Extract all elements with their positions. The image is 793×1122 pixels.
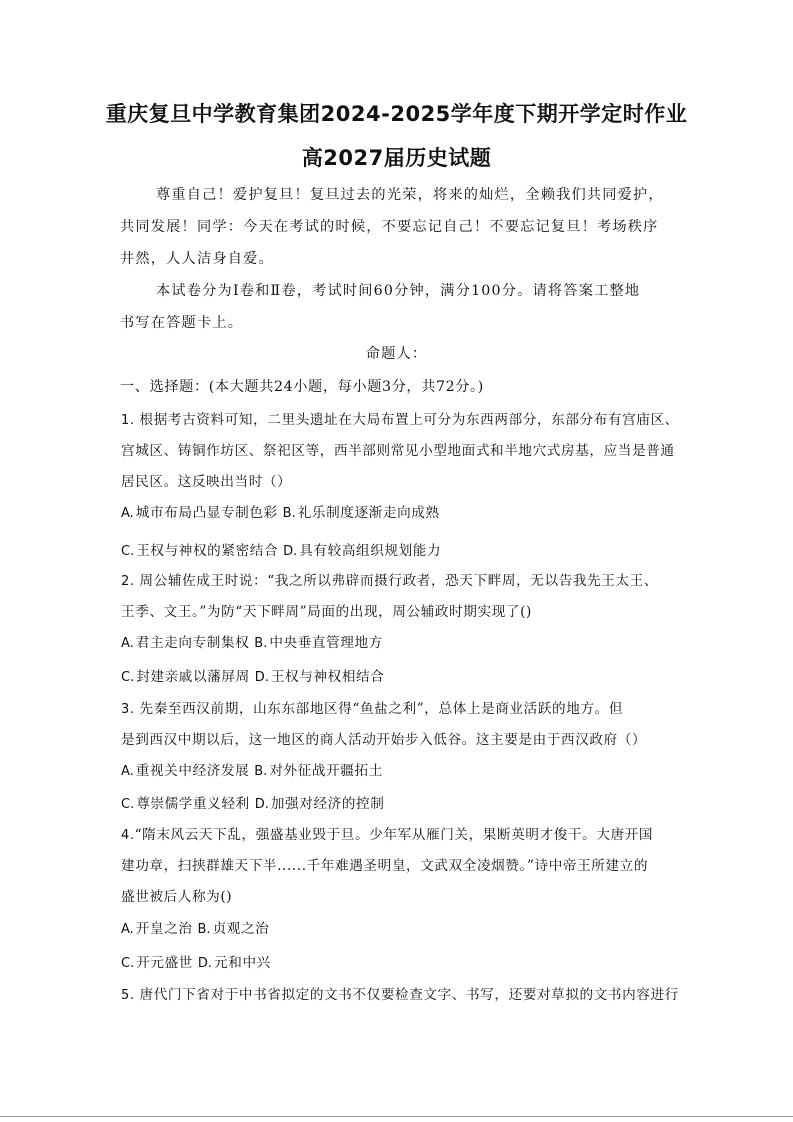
- intro-paragraph-line: 尊重自己！爱护复旦！复旦过去的光荣，将来的灿烂，全赖我们共同爱护，: [156, 187, 664, 203]
- option-row: [121, 501, 440, 521]
- option-text: 加强对经济的控制: [270, 796, 385, 812]
- intro-paragraph-line: 井然，人人洁身自爱。: [120, 251, 274, 267]
- question-number: 4.: [121, 828, 135, 843]
- question-number: 5.: [121, 988, 135, 1003]
- question-text: 唐代门下省对于中书省拟定的文书不仅要检查文字、书写，还要对草拟的文书内容进行: [139, 987, 679, 1003]
- option-row: [121, 792, 384, 812]
- page-bottom-rule: [0, 1116, 793, 1117]
- option-label: A.: [121, 636, 134, 651]
- option-text: 王权与神权相结合: [270, 669, 385, 685]
- question-number: 2.: [121, 574, 135, 589]
- option-label: A.: [121, 506, 134, 521]
- option-text: 礼乐制度逐渐走向成熟: [297, 505, 440, 521]
- instructions-line: 书写在答题卡上。: [120, 315, 244, 331]
- option-text: 具有较高组织规划能力: [299, 543, 442, 559]
- exam-title: 重庆复旦中学教育集团2024-2025学年度下期开学定时作业: [105, 102, 688, 126]
- question-line: [121, 823, 653, 843]
- question-text: 居民区。这反映出当时（）: [121, 474, 292, 490]
- option-row: [121, 631, 383, 651]
- option-row: [121, 665, 384, 685]
- question-number: 3.: [121, 702, 135, 717]
- option-label: A.: [121, 764, 134, 779]
- option-label: C.: [121, 544, 135, 559]
- question-line: [121, 569, 658, 589]
- instructions-line: 本试卷分为Ⅰ卷和Ⅱ卷，考试时间60分钟，满分100分。请将答案工整地: [156, 283, 641, 299]
- option-text: 王权与神权的紧密结合: [136, 543, 279, 559]
- option-label: B.: [282, 506, 296, 521]
- question-text: 盛世被后人称为(): [121, 889, 233, 905]
- question-line: [121, 408, 679, 428]
- option-row: [121, 759, 383, 779]
- option-label: D.: [283, 544, 298, 559]
- author-label: 命题人：: [365, 346, 428, 362]
- question-text: 根据考古资料可知，二里头遗址在大局布置上可分为东西两部分，东部分布有宫庙区、: [139, 412, 679, 428]
- option-text: 封建亲戚以藩屏周: [136, 669, 250, 685]
- question-line: [121, 697, 623, 717]
- option-row: [121, 951, 271, 971]
- question-text: 周公辅佐成王时说：“我之所以弗辟而摄行政者，恐天下畔周，无以告我先王太王、: [139, 573, 659, 589]
- question-number: 1.: [121, 413, 135, 428]
- option-text: 元和中兴: [214, 955, 271, 971]
- option-label: D.: [197, 956, 213, 971]
- question-text: 是到西汉中期以后，这一地区的商人活动开始步入低谷。这主要是由于西汉政府（）: [121, 732, 647, 748]
- option-label: B.: [254, 764, 268, 779]
- question-text: 建功章，扫挟群雄天下半......千年难遇圣明皇，文武双全凌烟赞。”诗中帝王所建立的: [121, 858, 649, 874]
- option-text: 开元盛世: [136, 955, 193, 971]
- option-label: A.: [121, 922, 134, 937]
- option-text: 城市布局凸显专制色彩: [135, 505, 278, 521]
- option-text: 君主走向专制集权: [135, 635, 250, 651]
- exam-subtitle: 高2027届历史试题: [301, 146, 492, 170]
- option-row: [121, 539, 441, 559]
- question-text: 王季、文王。”为防“天下畔周”局面的出现，周公辅政时期实现了(): [121, 604, 532, 620]
- option-text: 开皇之治: [135, 921, 193, 937]
- intro-paragraph-line: 共同发展！同学：今天在考试的时候，不要忘记自己！不要忘记复旦！考场秩序: [120, 219, 659, 235]
- option-label: D.: [254, 797, 269, 812]
- option-text: 中央垂直管理地方: [269, 635, 383, 651]
- question-text: “隋末风云天下乱，强盛基业毁于旦。少年军从雁门关，果断英明才俊干。大唐开国: [134, 827, 654, 843]
- option-label: C.: [121, 797, 135, 812]
- section-heading: 一、选择题：(本大题共24小题，每小题3分，共72分。): [120, 379, 484, 395]
- question-line: [121, 983, 679, 1003]
- option-label: D.: [254, 670, 269, 685]
- option-label: C.: [121, 670, 135, 685]
- option-label: C.: [121, 956, 135, 971]
- question-text: 宫城区、铸铜作坊区、祭祀区等，西半部则常见小型地面式和半地穴式房基，应当是普通: [121, 443, 675, 459]
- option-label: B.: [197, 922, 211, 937]
- option-text: 重视关中经济发展: [135, 763, 250, 779]
- option-text: 尊崇儒学重义轻利: [136, 796, 250, 812]
- question-text: 先秦至西汉前期，山东东部地区得“鱼盐之利”，总体上是商业活跃的地方。但: [139, 701, 624, 717]
- option-text: 对外征战开疆拓土: [269, 763, 383, 779]
- option-row: [121, 917, 269, 937]
- option-label: B.: [254, 636, 268, 651]
- option-text: 贞观之治: [212, 921, 270, 937]
